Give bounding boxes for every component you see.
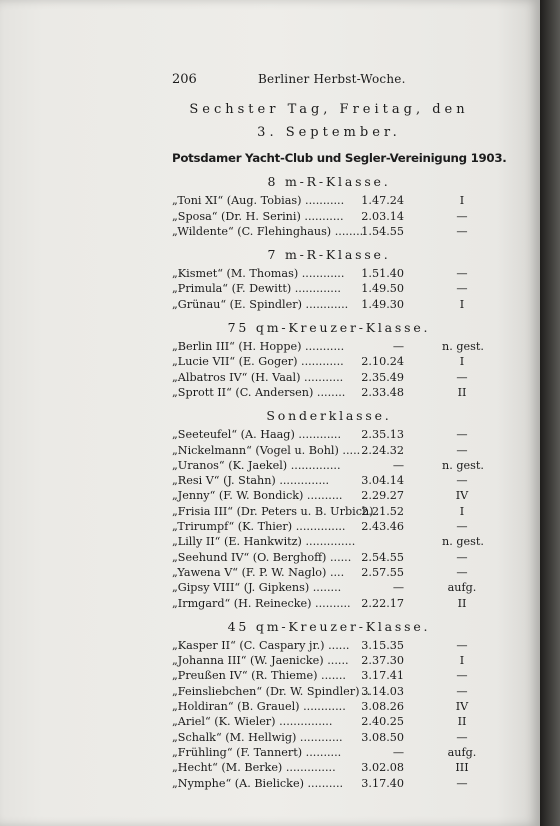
finish-time: — <box>392 458 404 472</box>
boat-entry: „Feinsliebchen“ (Dr. W. Spindler) .. <box>172 684 371 698</box>
boat-entry: „Nickelmann“ (Vogel u. Bohl) ..... <box>172 443 361 457</box>
placing: — <box>456 520 468 534</box>
result-row <box>172 638 486 653</box>
placing: I <box>459 355 465 369</box>
placing: n. gest. <box>442 458 484 472</box>
result-row <box>172 504 486 519</box>
result-row <box>172 488 486 503</box>
day-heading-line-2: 3. September. <box>257 125 401 140</box>
result-row <box>172 534 486 549</box>
page-header <box>172 72 486 96</box>
placing: — <box>456 428 468 442</box>
finish-time: 2.10.24 <box>361 355 404 369</box>
placing: II <box>457 385 467 399</box>
placing: IV <box>455 700 469 714</box>
boat-entry: „Jenny“ (F. W. Bondick) .......... <box>172 489 343 503</box>
boat-entry: „Holdiran“ (B. Grauel) ............ <box>172 700 346 714</box>
boat-entry: „Berlin III“ (H. Hoppe) ........... <box>172 340 345 354</box>
placing: II <box>457 596 467 610</box>
finish-time: 3.08.50 <box>361 730 404 744</box>
result-row <box>172 209 486 224</box>
boat-entry: „Frisia III“ (Dr. Peters u. B. Urbich) <box>172 504 374 518</box>
finish-time: 1.49.50 <box>361 282 404 296</box>
result-row <box>172 458 486 473</box>
finish-time: — <box>392 745 404 759</box>
finish-time: 1.54.55 <box>361 224 404 238</box>
boat-entry: „Grünau“ (E. Spindler) ............ <box>172 297 349 311</box>
finish-time: 3.04.14 <box>361 474 404 488</box>
finish-time: 3.17.41 <box>361 669 404 683</box>
boat-entry: „Ariel“ (K. Wieler) ............... <box>172 715 333 729</box>
placing: aufg. <box>447 581 477 595</box>
result-row <box>172 385 486 400</box>
placing: — <box>456 638 468 652</box>
result-row <box>172 668 486 683</box>
placing: — <box>456 370 468 384</box>
boat-entry: „Resi V“ (J. Stahn) .............. <box>172 474 330 488</box>
finish-time: 2.22.17 <box>361 596 404 610</box>
placing: — <box>456 267 468 281</box>
placing: aufg. <box>447 745 477 759</box>
boat-entry: „Gipsy VIII“ (J. Gipkens) ........ <box>172 581 342 595</box>
placing: — <box>456 550 468 564</box>
class-heading: 45 qm-Kreuzer-Klasse. <box>227 618 431 634</box>
boat-entry: „Sprott II“ (C. Andersen) ........ <box>172 385 346 399</box>
boat-entry: „Lucie VII“ (E. Goger) ............ <box>172 355 344 369</box>
page-number: 206 <box>172 72 197 87</box>
class-heading: 7 m-R-Klasse. <box>267 247 391 263</box>
placing: I <box>459 297 465 311</box>
placing: I <box>459 504 465 518</box>
finish-time: 3.08.26 <box>361 700 404 714</box>
boat-entry: „Nymphe“ (A. Bielicke) .......... <box>172 776 344 790</box>
result-row <box>172 596 486 611</box>
boat-entry: „Trirumpf“ (K. Thier) .............. <box>172 520 346 534</box>
placing: — <box>456 776 468 790</box>
result-row <box>172 776 486 791</box>
club-heading: Potsdamer Yacht-Club und Segler-Vereinigung 1903. <box>172 151 507 165</box>
boat-entry: „Preußen IV“ (R. Thieme) ....... <box>172 669 346 683</box>
placing: II <box>457 715 467 729</box>
boat-entry: „Frühling“ (F. Tannert) .......... <box>172 745 342 759</box>
placing: — <box>456 282 468 296</box>
running-title: Berliner Herbst-Woche. <box>258 72 406 86</box>
placing: — <box>456 224 468 238</box>
boat-entry: „Seehund IV“ (O. Berghoff) ...... <box>172 550 352 564</box>
results-list <box>172 173 486 791</box>
day-heading-line-1: Sechster Tag, Freitag, den <box>189 102 469 117</box>
class-heading: 8 m-R-Klasse. <box>267 174 391 190</box>
placing: — <box>456 209 468 223</box>
result-row <box>172 745 486 760</box>
boat-entry: „Toni XI“ (Aug. Tobias) ........... <box>172 194 345 208</box>
placing: n. gest. <box>442 340 484 354</box>
result-row <box>172 354 486 369</box>
result-row <box>172 760 486 775</box>
finish-time: 2.35.49 <box>361 370 404 384</box>
boat-entry: „Kismet“ (M. Thomas) ............ <box>172 267 345 281</box>
boat-entry: „Lilly II“ (E. Hankwitz) .............. <box>172 535 356 549</box>
result-row <box>172 427 486 442</box>
finish-time: 2.29.27 <box>361 489 404 503</box>
result-row <box>172 580 486 595</box>
placing: I <box>459 194 465 208</box>
finish-time: 2.57.55 <box>361 565 404 579</box>
placing: — <box>456 669 468 683</box>
result-row <box>172 550 486 565</box>
result-row <box>172 730 486 745</box>
result-row <box>172 565 486 580</box>
placing: — <box>456 730 468 744</box>
boat-entry: „Primula“ (F. Dewitt) ............. <box>172 282 341 296</box>
result-row <box>172 193 486 208</box>
result-row <box>172 473 486 488</box>
result-row <box>172 281 486 296</box>
finish-time: 2.03.14 <box>361 209 404 223</box>
finish-time: 2.43.46 <box>361 520 404 534</box>
placing: — <box>456 443 468 457</box>
result-row <box>172 699 486 714</box>
finish-time: — <box>392 340 404 354</box>
boat-entry: „Kasper II“ (C. Caspary jr.) ...... <box>172 638 350 652</box>
result-row <box>172 653 486 668</box>
finish-time: 3.15.35 <box>361 638 404 652</box>
finish-time: 1.51.40 <box>361 267 404 281</box>
result-row <box>172 339 486 354</box>
result-row <box>172 266 486 281</box>
finish-time: 3.02.08 <box>361 761 404 775</box>
result-row <box>172 519 486 534</box>
finish-time: 2.33.48 <box>361 385 404 399</box>
placing: IV <box>455 489 469 503</box>
finish-time: 2.21.52 <box>361 504 404 518</box>
boat-entry: „Irmgard“ (H. Reinecke) .......... <box>172 596 351 610</box>
finish-time: 2.35.13 <box>361 428 404 442</box>
result-row <box>172 297 486 312</box>
boat-entry: „Uranos“ (K. Jaekel) .............. <box>172 458 341 472</box>
finish-time: 2.54.55 <box>361 550 404 564</box>
result-row <box>172 684 486 699</box>
book-spine <box>540 0 560 826</box>
boat-entry: „Yawena V“ (F. P. W. Naglo) .... <box>172 565 345 579</box>
class-heading: Sonderklasse. <box>266 408 392 424</box>
placing: n. gest. <box>442 535 484 549</box>
finish-time: 2.37.30 <box>361 654 404 668</box>
finish-time: 3.17.40 <box>361 776 404 790</box>
finish-time: 1.47.24 <box>361 194 404 208</box>
boat-entry: „Albatros IV“ (H. Vaal) ........... <box>172 370 344 384</box>
boat-entry: „Johanna III“ (W. Jaenicke) ...... <box>172 654 349 668</box>
finish-time: 3.14.03 <box>361 684 404 698</box>
placing: — <box>456 474 468 488</box>
finish-time: 1.49.30 <box>361 297 404 311</box>
class-heading: 75 qm-Kreuzer-Klasse. <box>227 320 431 336</box>
boat-entry: „Wildente“ (C. Flehinghaus) ........ <box>172 224 364 238</box>
boat-entry: „Hecht“ (M. Berke) .............. <box>172 761 336 775</box>
result-row <box>172 443 486 458</box>
boat-entry: „Sposa“ (Dr. H. Serini) ........... <box>172 209 344 223</box>
page-content <box>172 72 507 791</box>
finish-time: — <box>392 581 404 595</box>
result-row <box>172 224 486 239</box>
placing: — <box>456 565 468 579</box>
finish-time: 2.24.32 <box>361 443 404 457</box>
result-row <box>172 714 486 729</box>
boat-entry: „Seeteufel“ (A. Haag) ............ <box>172 428 342 442</box>
result-row <box>172 370 486 385</box>
placing: — <box>456 684 468 698</box>
finish-time: 2.40.25 <box>361 715 404 729</box>
placing: III <box>455 761 469 775</box>
placing: I <box>459 654 465 668</box>
boat-entry: „Schalk“ (M. Hellwig) ............ <box>172 730 343 744</box>
